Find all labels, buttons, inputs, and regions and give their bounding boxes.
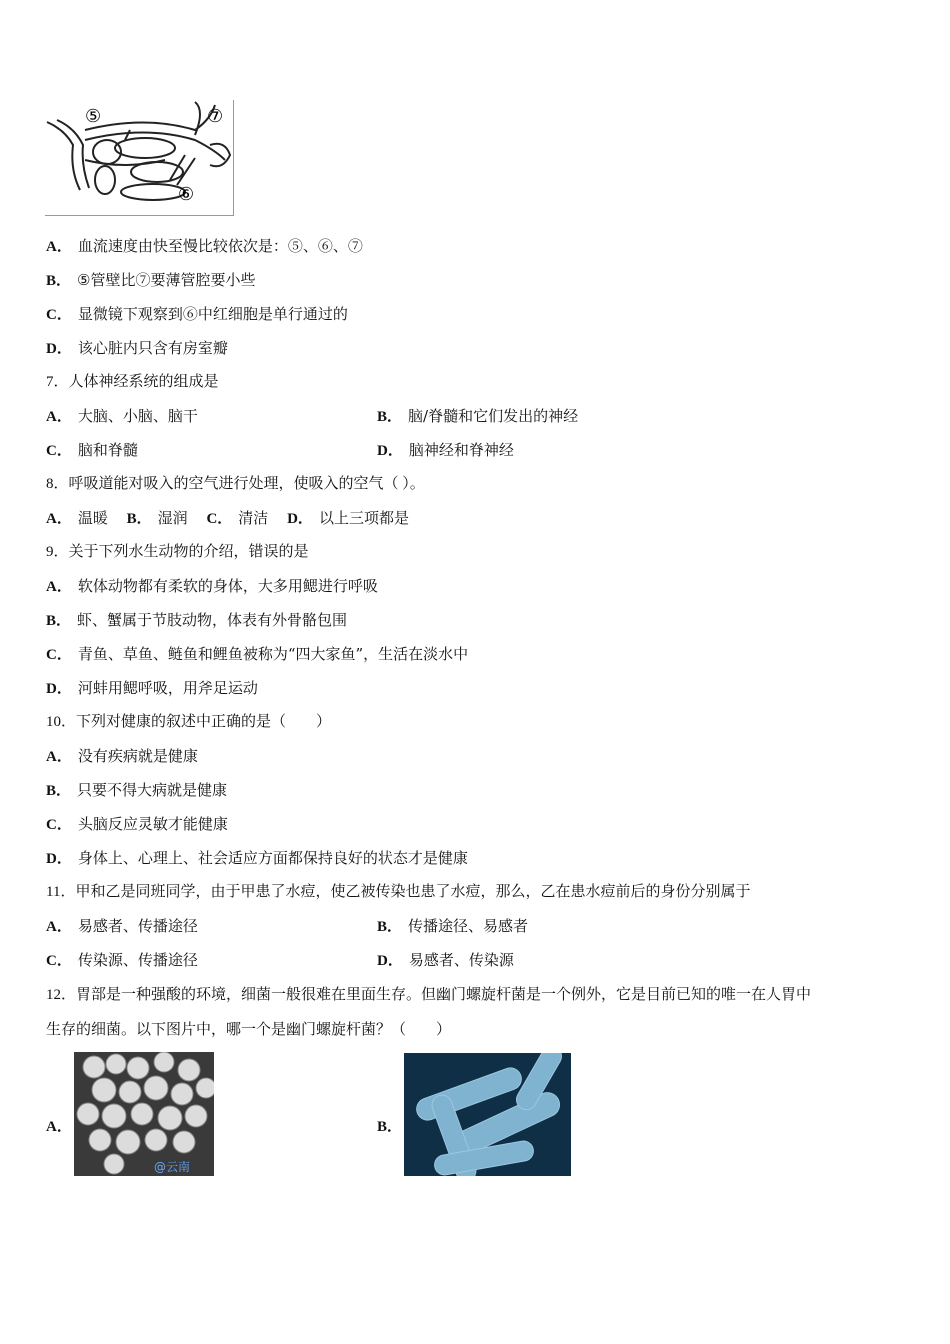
q11-option-b: B． 传播途径、易感者 (377, 917, 529, 935)
q6-option-a: A． 血流速度由快至慢比较依次是：⑤、⑥、⑦ (46, 237, 363, 255)
q10-option-a: A． 没有疾病就是健康 (46, 747, 198, 765)
q11-stem: 11．甲和乙是同班同学，由于甲患了水痘，使乙被传染也患了水痘，那么，乙在患水痘前后的身份分别属于 (46, 884, 751, 900)
blood-vessel-diagram (45, 100, 234, 216)
q6-option-b: B． ⑤管壁比⑦要薄管腔要小些 (46, 271, 256, 289)
q9-option-a: A． 软体动物都有柔软的身体，大多用鳃进行呼吸 (46, 577, 378, 595)
q12-option-b-label: B． (377, 1119, 403, 1135)
q10-stem: 10．下列对健康的叙述中正确的是（ ） (46, 714, 332, 730)
q7-stem: 7．人体神经系统的组成是 (46, 374, 219, 390)
q9-option-d: D． 河蚌用鳃呼吸，用斧足运动 (46, 679, 258, 697)
q12-stem-line1: 12．胃部是一种强酸的环境，细菌一般很难在里面生存。但幽门螺旋杆菌是一个例外，它是目前已知的唯一在人胃中 (46, 987, 812, 1003)
q9-option-c: C． 青鱼、草鱼、鲢鱼和鲤鱼被称为“四大家鱼”，生活在淡水中 (46, 645, 469, 663)
q10-option-b: B． 只要不得大病就是健康 (46, 781, 228, 799)
blood-vessel-drawing (45, 100, 233, 215)
q12-stem-line2: 生存的细菌。以下图片中，哪一个是幽门螺旋杆菌？（ ） (46, 1022, 452, 1038)
cocci-bacteria-image (74, 1052, 214, 1176)
rod-bacteria-image (404, 1053, 571, 1176)
label-7: ⑦ (207, 106, 224, 127)
q12-option-a-label: A． (46, 1119, 72, 1135)
q7-option-b: B． 脑/脊髓和它们发出的神经 (377, 407, 579, 425)
q11-option-c: C． 传染源、传播途径 (46, 951, 198, 969)
label-6: ⑥ (178, 184, 195, 205)
q7-option-a: A． 大脑、小脑、脑干 (46, 407, 198, 425)
q8-stem: 8．呼吸道能对吸入的空气进行处理，使吸入的空气（ ）。 (46, 476, 425, 492)
q11-option-d: D． 易感者、传染源 (377, 951, 514, 969)
q7-option-d: D． 脑神经和脊神经 (377, 441, 514, 459)
q10-option-c: C． 头脑反应灵敏才能健康 (46, 815, 228, 833)
q11-option-a: A． 易感者、传播途径 (46, 917, 198, 935)
image-watermark: @云南 (154, 1160, 191, 1174)
q9-option-b: B． 虾、蟹属于节肢动物，体表有外骨骼包围 (46, 611, 348, 629)
q9-stem: 9．关于下列水生动物的介绍，错误的是 (46, 544, 309, 560)
label-5: ⑤ (85, 106, 102, 127)
q10-option-d: D． 身体上、心理上、社会适应方面都保持良好的状态才是健康 (46, 849, 468, 867)
q7-option-c: C． 脑和脊髓 (46, 441, 138, 459)
q6-option-d: D． 该心脏内只含有房室瓣 (46, 339, 228, 357)
q8-options: A． 温暖 B． 湿润 C． 清洁 D． 以上三项都是 (46, 509, 409, 527)
q6-option-c: C． 显微镜下观察到⑥中红细胞是单行通过的 (46, 305, 348, 323)
